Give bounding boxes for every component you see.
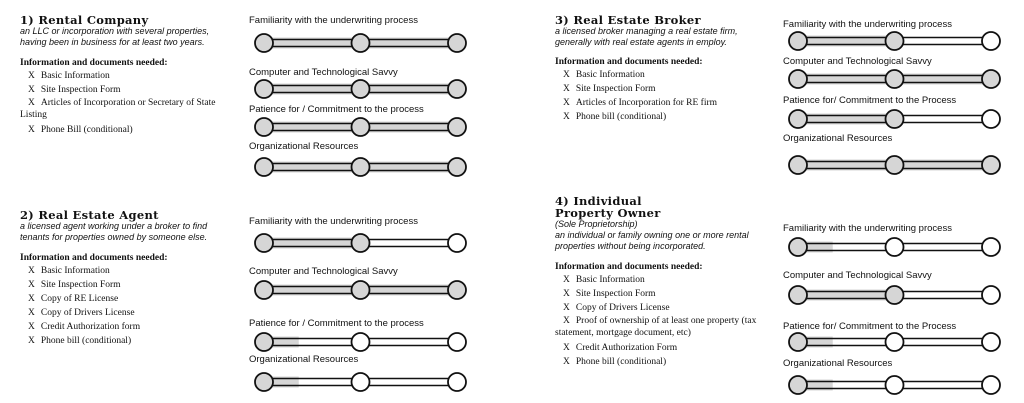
section-subtitle: a licensed agent working under a broker to find tenants for properties owned by someone else. xyxy=(20,221,208,242)
section-subtitle: a licensed broker managing a real estate firm, generally with real estate agents in employ. xyxy=(555,26,738,47)
slider-node-low xyxy=(789,32,807,50)
slider-node-high xyxy=(448,80,466,98)
slider-node-high xyxy=(982,156,1000,174)
list-item: X Site Inspection Form xyxy=(28,85,121,95)
slider-label: Familiarity with the underwriting process xyxy=(783,19,952,30)
slider-node-low xyxy=(255,34,273,52)
slider-node-low xyxy=(255,281,273,299)
slider-node-low xyxy=(255,234,273,252)
list-item: X Phone bill (conditional) xyxy=(563,112,667,122)
slider-node-low xyxy=(789,333,807,351)
list-item: X Phone Bill (conditional) xyxy=(28,125,133,135)
section-title: 1) Rental Company xyxy=(20,13,149,27)
list-item: X Articles of Incorporation for RE firm xyxy=(563,98,718,108)
slider-label: Familiarity with the underwriting process xyxy=(249,216,418,227)
slider-label: Patience for/ Commitment to the Process xyxy=(783,321,957,332)
rating-slider xyxy=(789,236,1000,258)
slider-node-high xyxy=(982,333,1000,351)
rating-slider xyxy=(255,232,466,254)
slider-node-high xyxy=(448,281,466,299)
info-heading: Information and documents needed: xyxy=(555,262,703,272)
slider-node-mid xyxy=(352,118,370,136)
list-item: X Copy of RE License xyxy=(28,294,119,304)
slider-node-high xyxy=(982,286,1000,304)
rating-slider xyxy=(255,32,466,54)
documents-list xyxy=(555,273,775,369)
slider-node-low xyxy=(255,333,273,351)
slider-node-high xyxy=(448,373,466,391)
list-item: X Site Inspection Form xyxy=(563,84,656,94)
section-real-estate-agent xyxy=(20,209,240,348)
slider-node-high xyxy=(448,118,466,136)
slider-label: Patience for / Commitment to the process xyxy=(249,104,424,115)
rating-slider xyxy=(255,279,466,301)
list-item: X Site Inspection Form xyxy=(563,289,656,299)
slider-node-mid xyxy=(352,34,370,52)
slider-node-mid xyxy=(886,333,904,351)
info-heading: Information and documents needed: xyxy=(20,253,168,263)
slider-node-mid xyxy=(886,238,904,256)
list-item: X Copy of Drivers License xyxy=(28,308,135,318)
slider-node-mid xyxy=(886,376,904,394)
section-title: 2) Real Estate Agent xyxy=(20,208,159,222)
list-item: X Proof of ownership of at least one property (tax statement, mortgage document, etc) xyxy=(555,316,757,338)
slider-node-low xyxy=(255,158,273,176)
info-heading: Information and documents needed: xyxy=(20,58,168,68)
slider-node-mid xyxy=(352,234,370,252)
slider-node-mid xyxy=(352,373,370,391)
slider-node-high xyxy=(982,376,1000,394)
slider-node-low xyxy=(789,238,807,256)
slider-node-mid xyxy=(886,156,904,174)
slider-node-high xyxy=(448,158,466,176)
list-item: X Basic Information xyxy=(28,266,110,276)
list-item: X Basic Information xyxy=(563,275,645,285)
slider-label: Familiarity with the underwriting process xyxy=(249,15,418,26)
slider-node-mid xyxy=(886,286,904,304)
rating-slider xyxy=(255,116,466,138)
slider-label: Patience for/ Commitment to the Process xyxy=(783,95,957,106)
slider-label: Computer and Technological Savvy xyxy=(783,56,932,67)
slider-node-mid xyxy=(886,110,904,128)
section-title: 4) Individual Property Owner xyxy=(555,194,661,220)
documents-list xyxy=(555,68,775,124)
list-item: X Basic Information xyxy=(28,71,110,81)
slider-node-mid xyxy=(352,80,370,98)
rating-slider xyxy=(255,371,466,393)
rating-slider xyxy=(789,108,1000,130)
rating-slider xyxy=(255,331,466,353)
list-item: X Articles of Incorporation or Secretary of State Listing xyxy=(20,98,216,120)
slider-label: Patience for / Commitment to the process xyxy=(249,318,424,329)
info-heading: Information and documents needed: xyxy=(555,57,703,67)
section-real-estate-broker xyxy=(555,14,775,124)
rating-slider xyxy=(789,68,1000,90)
list-item: X Credit Authorization form xyxy=(28,322,141,332)
list-item: X Site Inspection Form xyxy=(28,280,121,290)
slider-label: Organizational Resources xyxy=(249,141,359,152)
slider-node-high xyxy=(448,234,466,252)
slider-node-low xyxy=(789,70,807,88)
rating-slider xyxy=(255,78,466,100)
documents-list xyxy=(20,69,240,137)
slider-node-low xyxy=(789,156,807,174)
section-subtitle: an LLC or incorporation with several properties, having been in business for at least two years. xyxy=(20,26,210,47)
list-item: X Basic Information xyxy=(563,70,645,80)
slider-node-mid xyxy=(352,333,370,351)
slider-node-high xyxy=(448,333,466,351)
section-subtitle: (Sole Proprietorship) an individual or family owning one or more rental properties without being incorporated. xyxy=(555,219,749,251)
documents-list xyxy=(20,264,240,348)
rating-slider xyxy=(789,284,1000,306)
section-rental-company xyxy=(20,14,240,137)
list-item: X Phone bill (conditional) xyxy=(28,336,132,346)
slider-node-low xyxy=(255,118,273,136)
slider-node-high xyxy=(982,32,1000,50)
slider-node-high xyxy=(982,70,1000,88)
slider-node-mid xyxy=(352,281,370,299)
slider-node-mid xyxy=(886,70,904,88)
slider-node-low xyxy=(255,373,273,391)
slider-node-low xyxy=(789,110,807,128)
rating-slider xyxy=(789,331,1000,353)
slider-node-low xyxy=(789,286,807,304)
rating-slider xyxy=(789,374,1000,396)
section-individual-property-owner xyxy=(555,195,775,369)
slider-node-mid xyxy=(886,32,904,50)
list-item: X Phone bill (conditional) xyxy=(563,357,667,367)
slider-label: Organizational Resources xyxy=(783,358,893,369)
section-title: 3) Real Estate Broker xyxy=(555,13,701,27)
slider-label: Organizational Resources xyxy=(249,354,359,365)
rating-slider xyxy=(255,156,466,178)
slider-node-low xyxy=(255,80,273,98)
slider-node-high xyxy=(982,110,1000,128)
slider-node-low xyxy=(789,376,807,394)
slider-label: Organizational Resources xyxy=(783,133,893,144)
slider-node-mid xyxy=(352,158,370,176)
rating-slider xyxy=(789,154,1000,176)
list-item: X Copy of Drivers License xyxy=(563,303,670,313)
slider-label: Computer and Technological Savvy xyxy=(783,270,932,281)
slider-node-high xyxy=(982,238,1000,256)
slider-label: Familiarity with the underwriting process xyxy=(783,223,952,234)
slider-node-high xyxy=(448,34,466,52)
rating-slider xyxy=(789,30,1000,52)
slider-label: Computer and Technological Savvy xyxy=(249,266,398,277)
list-item: X Credit Authorization Form xyxy=(563,343,678,353)
slider-label: Computer and Technological Savvy xyxy=(249,67,398,78)
